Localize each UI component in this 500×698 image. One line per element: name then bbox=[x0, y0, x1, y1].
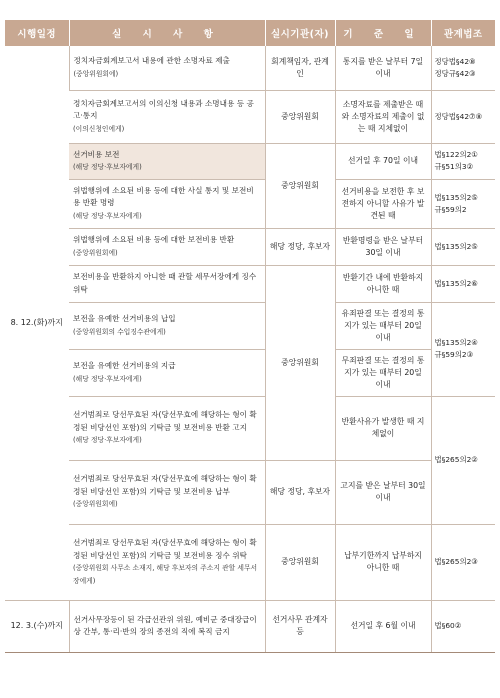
header-deadline: 기 준 일 bbox=[335, 20, 431, 46]
item-main: 선거비용 보전 bbox=[73, 149, 120, 159]
item-cell bbox=[69, 600, 265, 652]
deadline-cell: 소명자료를 제출받은 때와 소명자료의 제출이 없는 때 지체없이 bbox=[335, 90, 431, 143]
agency-cell: 해당 정당, 후보자 bbox=[265, 460, 335, 524]
table-row bbox=[5, 90, 495, 143]
agency-cell: 해당 정당, 후보자 bbox=[265, 228, 335, 265]
deadline-cell: 반환사유가 발생한 때 지체없이 bbox=[335, 396, 431, 460]
item-sub: (이의신청인에게) bbox=[73, 124, 125, 133]
table-header bbox=[5, 20, 495, 46]
item-sub: (중앙위원회의 수입징수관에게) bbox=[73, 327, 166, 336]
item-cell bbox=[69, 228, 265, 265]
item-sub: (중앙위원회에) bbox=[73, 500, 118, 509]
law-ref: 정당법§42⑦⑧ bbox=[434, 111, 483, 121]
item-cell bbox=[69, 46, 265, 90]
item-sub: (해당 정당·후보자에게) bbox=[73, 374, 142, 383]
law-cell bbox=[431, 143, 495, 179]
deadline-cell: 통지를 받은 날부터 7일 이내 bbox=[335, 46, 431, 90]
law-cell bbox=[431, 228, 495, 265]
agency-cell: 선거사무 관계자등 bbox=[265, 600, 335, 652]
item-main: 위법행위에 소요된 비용 등에 대한 보전비용 반환 bbox=[73, 235, 235, 244]
law-ref: 법§265의2③ bbox=[434, 557, 478, 566]
table-row bbox=[5, 179, 495, 228]
item-cell bbox=[69, 460, 265, 524]
table-row bbox=[5, 524, 495, 600]
deadline-cell: 선거일 후 6월 이내 bbox=[335, 600, 431, 652]
table-row bbox=[5, 600, 495, 652]
item-cell bbox=[69, 524, 265, 600]
item-cell bbox=[69, 302, 265, 349]
item-main: 위법행위에 소요된 비용 등에 대한 사실 통지 및 보전비용 반환 명령 bbox=[73, 185, 254, 208]
item-cell bbox=[69, 143, 265, 179]
law-ref: 규§59의2③ bbox=[434, 350, 474, 359]
item-main: 보전비용을 반환하지 아니한 때 관할 세무서장에게 징수 위탁 bbox=[73, 272, 257, 294]
law-ref: 법§60② bbox=[434, 621, 462, 630]
item-main: 선거범죄로 당선무효된 자(당선무효에 해당하는 형이 확정된 비당선인 포함)의 기탁금 및 보전비용 징수 위탁 bbox=[73, 538, 257, 560]
table-row bbox=[5, 302, 495, 349]
table-row bbox=[5, 265, 495, 302]
agency-cell: 중앙위원회 bbox=[265, 90, 335, 143]
law-cell bbox=[431, 524, 495, 600]
law-ref: 법§122의2① bbox=[434, 150, 478, 159]
header-item: 실 시 사 항 bbox=[69, 20, 265, 46]
item-sub: (해당 정당·후보자에게) bbox=[73, 436, 142, 445]
law-ref: 법§135의2⑤ bbox=[434, 192, 478, 202]
deadline-cell: 납부기한까지 납부하지 아니한 때 bbox=[335, 524, 431, 600]
item-main: 선거범죄로 당선무효된 자(당선무효에 해당하는 형이 확정된 비당선인 포함)의 기탁금 및 보전비용 반환 고지 bbox=[73, 410, 257, 432]
item-main: 보전을 유예한 선거비용의 지급 bbox=[73, 361, 176, 370]
law-ref: 규§59의2 bbox=[434, 204, 467, 214]
header-agency: 실시기관(자) bbox=[265, 20, 335, 46]
law-cell bbox=[431, 600, 495, 652]
header-schedule: 시행일정 bbox=[5, 20, 69, 46]
law-ref: 법§135의2④ bbox=[434, 338, 478, 347]
table-row bbox=[5, 349, 495, 396]
item-main: 정치자금회계보고서 내용에 관한 소명자료 제출 bbox=[73, 56, 230, 66]
deadline-cell: 선거일 후 70일 이내 bbox=[335, 143, 431, 179]
item-sub: (해당 정당·후보자에게) bbox=[73, 163, 142, 171]
agency-cell: 중앙위원회 bbox=[265, 143, 335, 228]
item-cell bbox=[69, 265, 265, 302]
table-row bbox=[5, 460, 495, 524]
law-ref: 정당법§42⑧ bbox=[434, 56, 476, 66]
item-sub: (중앙위원회에) bbox=[73, 69, 119, 78]
item-cell bbox=[69, 90, 265, 143]
date-cell: 12. 3.(수)까지 bbox=[5, 600, 69, 652]
item-main: 정치자금회계보고서의 이의신청 내용과 소명내용 등 공고·통지 bbox=[73, 98, 254, 121]
table-row bbox=[5, 228, 495, 265]
law-cell bbox=[431, 90, 495, 143]
item-main: 보전을 유예한 선거비용의 납입 bbox=[73, 314, 176, 323]
item-cell bbox=[69, 349, 265, 396]
table-row bbox=[5, 46, 495, 90]
deadline-cell: 반환명령을 받은 날부터 30일 이내 bbox=[335, 228, 431, 265]
law-cell bbox=[431, 396, 495, 524]
agency-cell: 중앙위원회 bbox=[265, 524, 335, 600]
election-schedule-sheet bbox=[5, 20, 495, 653]
item-cell bbox=[69, 179, 265, 228]
law-ref: 법§135의2⑤ bbox=[434, 241, 478, 251]
law-cell bbox=[431, 302, 495, 396]
agency-cell: 회계책임자, 관계인 bbox=[265, 46, 335, 90]
law-cell bbox=[431, 46, 495, 90]
law-ref: 법§135의2⑥ bbox=[434, 278, 478, 288]
law-ref: 규§51의3② bbox=[434, 162, 474, 171]
item-sub: (해당 정당·후보자에게) bbox=[73, 211, 142, 220]
item-sub: (중앙위원회 사무소 소재지, 해당 후보자의 주소지 관할 세무서장에게) bbox=[73, 564, 258, 585]
law-cell bbox=[431, 265, 495, 302]
item-main: 선거범죄로 당선무효된 자(당선무효에 해당하는 형이 확정된 비당선인 포함)의 기탁금 및 보전비용 납부 bbox=[73, 474, 257, 496]
table-body bbox=[5, 46, 495, 652]
table-row bbox=[5, 143, 495, 179]
deadline-cell: 유죄판결 또는 결정의 통지가 있는 때부터 20일 이내 bbox=[335, 302, 431, 349]
agency-cell: 중앙위원회 bbox=[265, 265, 335, 460]
deadline-cell: 선거비용을 보전한 후 보전하지 아니할 사유가 발견된 때 bbox=[335, 179, 431, 228]
law-ref: 법§265의2② bbox=[434, 455, 478, 464]
item-sub: (중앙위원회에) bbox=[73, 248, 118, 257]
deadline-cell: 무죄판결 또는 결정의 통지가 있는 때부터 20일 이내 bbox=[335, 349, 431, 396]
item-main: 선거사무장등이 된 각급선관위 위원, 예비군 중대장급이상 간부, 통·리·반의 장의 종전의 직에 복직 금지 bbox=[73, 614, 257, 636]
header-law: 관계법조 bbox=[431, 20, 495, 46]
date-cell: 8. 12.(화)까지 bbox=[5, 46, 69, 600]
schedule-table bbox=[5, 20, 495, 653]
item-cell bbox=[69, 396, 265, 460]
law-cell bbox=[431, 179, 495, 228]
table-row bbox=[5, 396, 495, 460]
deadline-cell: 반환기간 내에 반환하지 아니한 때 bbox=[335, 265, 431, 302]
law-ref: 정당규§42③ bbox=[434, 68, 476, 78]
deadline-cell: 고지를 받은 날부터 30일 이내 bbox=[335, 460, 431, 524]
